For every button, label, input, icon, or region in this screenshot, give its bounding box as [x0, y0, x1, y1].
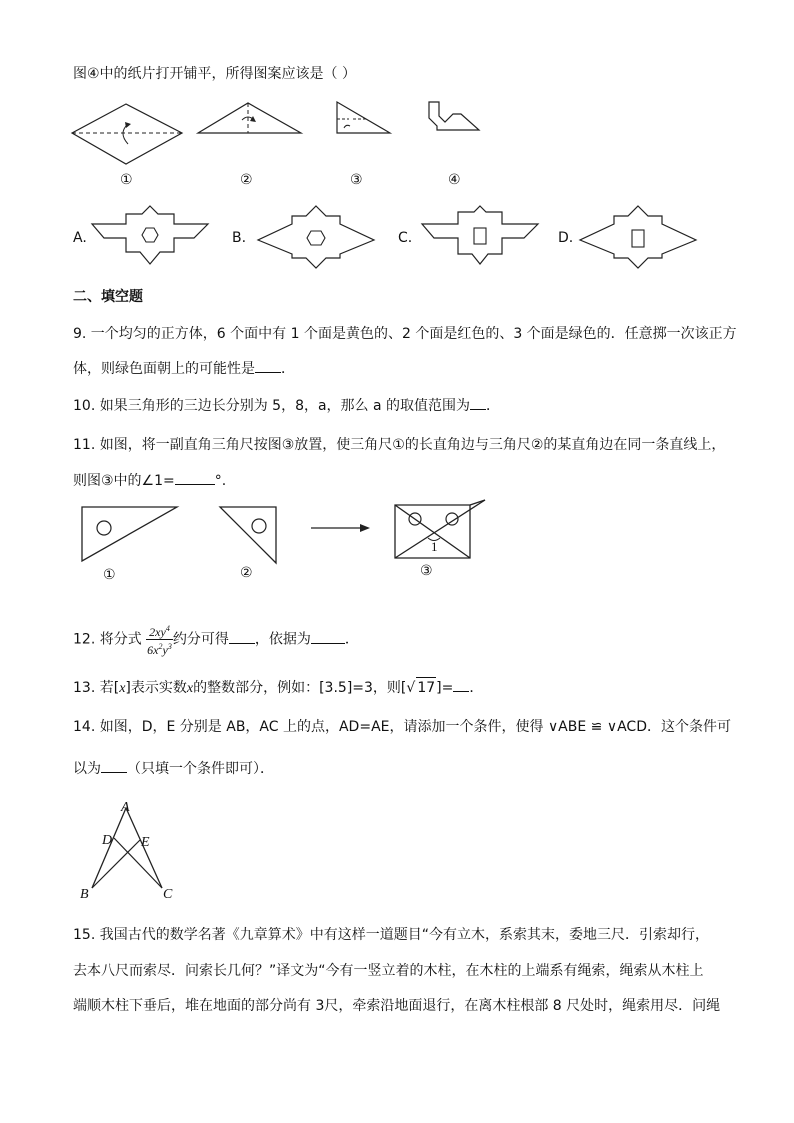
section-title: 二、填空题 [73, 289, 143, 305]
point-d-label: D [102, 833, 113, 848]
combined-set-squares-figure [390, 498, 500, 564]
set-square-2-figure [218, 505, 280, 567]
figure-label-1: ① [103, 567, 116, 583]
q14-line1: 14. 如图，D，E 分别是 AB，AC 上的点，AD=AE，请添加一个条件，使得 ∨ABE ≌ ∨ACD．这个条件可 [73, 719, 731, 735]
q10-answer-blank[interactable] [470, 395, 486, 410]
set-square-1-figure [80, 505, 180, 565]
point-c-label: C [163, 887, 173, 902]
q13-text: 13. 若[x]表示实数x的整数部分，例如：[3.5]=3，则[√ 17]= ． [73, 677, 483, 699]
option-b-figure [256, 202, 376, 272]
q12-fraction: $\frac{2xy^4}{6x^2y^3}$ [147, 624, 172, 657]
q14-line2: 以为 （只填一个条件即可）． [73, 758, 274, 779]
fold-step-1-figure [70, 100, 185, 170]
point-b-label: B [80, 887, 89, 902]
option-d-figure [578, 202, 698, 272]
figure-label-3: ③ [420, 563, 433, 579]
q15-line1: 15. 我国古代的数学名著《九章算术》中有这样一道题目“今有立木，系索其末，委地三尺．引索却行， [73, 927, 709, 943]
q15-line3: 端顺木柱下垂后，堆在地面的部分尚有 3尺，牵索沿地面退行，在离木柱根部 8 尺处时，绳索用尽．问绳 [73, 998, 721, 1014]
q10-text: 10. 如果三角形的三边长分别为 5，8，a，那么 a 的取值范围为 ． [73, 395, 500, 416]
q11-line1: 11. 如图，将一副直角三角尺按图③放置，使三角尺①的长直角边与三角尺②的某直角边在同一条直线上， [73, 437, 726, 453]
option-d-label: D. [558, 230, 574, 246]
option-a-label: A. [73, 230, 87, 246]
point-e-label: E [141, 835, 150, 850]
point-a-label: A [121, 800, 130, 815]
step-label-2: ② [240, 172, 253, 188]
fold-step-3-figure [334, 100, 394, 140]
q15-line2: 去本八尺而索尽．问索长几何？”译文为“今有一竖立着的木柱，在木柱的上端系有绳索，绳索从木柱上 [73, 963, 704, 979]
step-label-4: ④ [448, 172, 461, 188]
q9-line2: 体，则绿色面朝上的可能性是 ． [73, 358, 295, 379]
figure-label-2: ② [240, 565, 253, 581]
q12-answer-blank-1[interactable] [229, 629, 255, 644]
option-c-label: C. [398, 230, 413, 246]
q8-stem: 图④中的纸片打开铺平，所得图案应该是（ ） [73, 66, 356, 82]
q9-answer-blank[interactable] [255, 358, 281, 373]
q11-line2: 则图③中的∠1= °. [73, 470, 226, 491]
q11-answer-blank[interactable] [175, 470, 215, 485]
fold-step-2-figure [196, 100, 306, 140]
q14-answer-blank[interactable] [101, 758, 127, 773]
q12-answer-blank-2[interactable] [311, 629, 345, 644]
option-a-figure [90, 202, 210, 272]
q12-text: 12. 将分式 $\frac{2xy^4}{6x^2y^3}$ 约分可得 ，依据为 ． [73, 624, 359, 657]
step-label-3: ③ [350, 172, 363, 188]
arrow-figure [310, 522, 370, 534]
option-c-figure [420, 202, 540, 272]
fold-step-4-figure [425, 100, 485, 136]
sqrt-symbol: √ [406, 680, 416, 696]
step-label-1: ① [120, 172, 133, 188]
q13-answer-blank[interactable] [453, 677, 469, 692]
angle-1-label: 1 [431, 539, 438, 554]
option-b-label: B. [232, 230, 247, 246]
q9-line1: 9. 一个均匀的正方体，6 个面中有 1 个面是黄色的、2 个面是红色的、3 个面是绿色的．任意掷一次该正方 [73, 326, 737, 342]
